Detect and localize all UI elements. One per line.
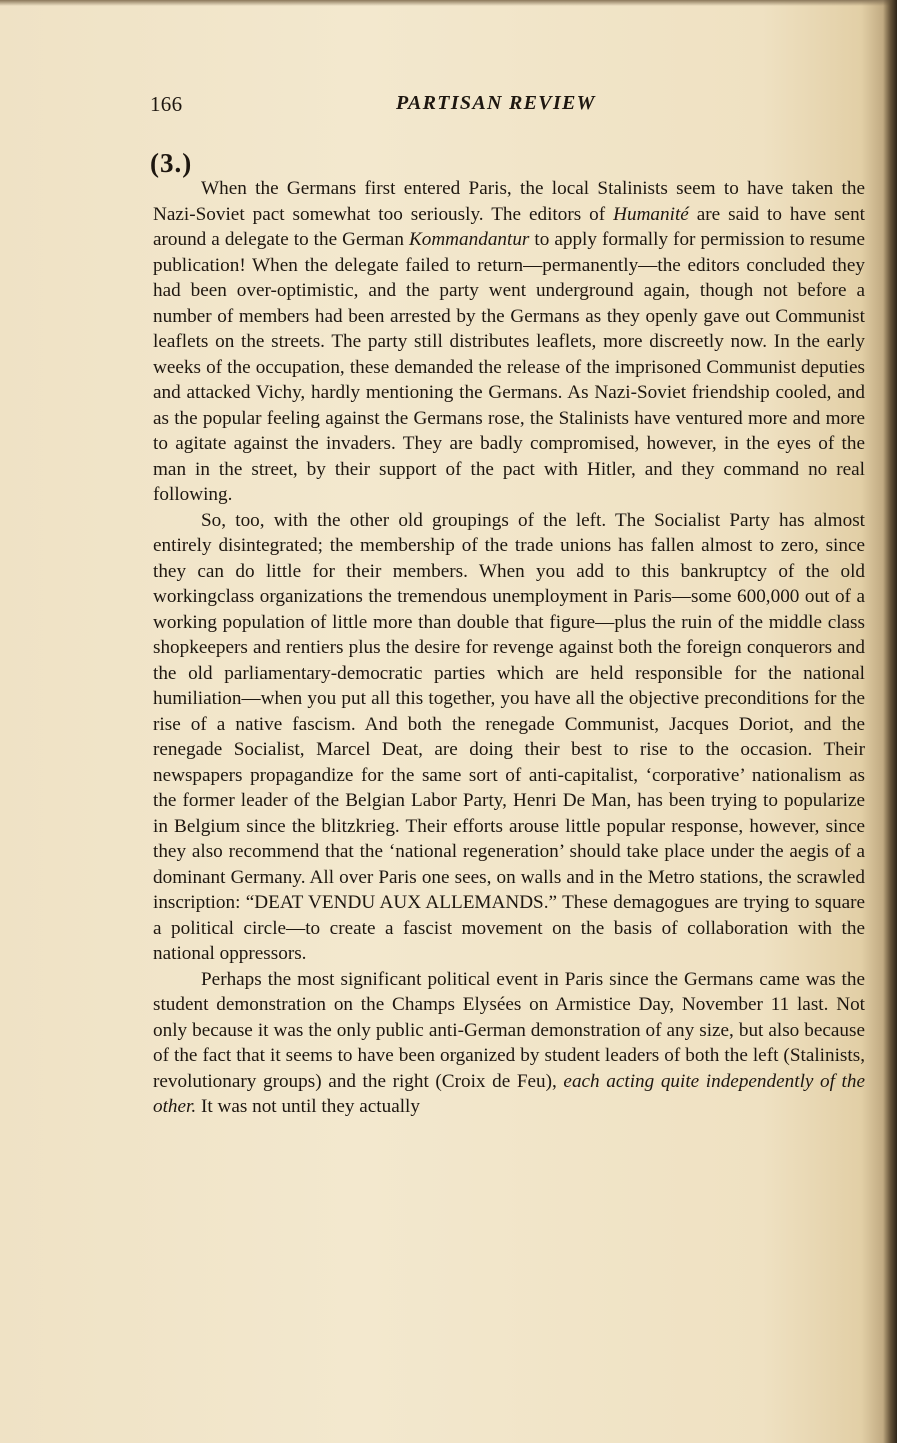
article-body: [153, 176, 865, 1120]
paragraph-2-text: So, too, with the other old groupings of the left. The Socialist Party has almost entirely disintegrated; the membership of the trade unions has fallen almost to zero, since they can do little for their members. When you add to this bankruptcy of the old workingclass organizations the tremendous unemployment in Paris—some 600,000 out of a working population of little more than double that figure—plus the ruin of the middle class shopkeepers and rentiers plus the desire for revenge against both the foreign conquerors and the old parliamentary-democratic parties which are held responsible for the national humiliation—when you put all this together, you have all the objective preconditions for the rise of a native fascism. And both the renegade Communist, Jacques Doriot, and the renegade Socialist, Marcel Deat, are doing their best to rise to the occasion. Their newspapers propagandize for the same sort of anti-capitalist, ‘corporative’ nationalism as the former leader of the Belgian Labor Party, Henri De Man, has been trying to popularize in Belgium since the blitzkrieg. Their efforts arouse little popular response, however, since they also recommend that the ‘national regeneration’ should take place under the aegis of a dominant Germany. All over Paris one sees, on walls and in the Metro stations, the scrawled inscription: “DEAT VENDU AUX ALLEMANDS.” These demagogues are trying to square a political circle—to create a fascist movement on the basis of collaboration with the national oppressors.: [153, 509, 865, 964]
section-marker: (3.): [150, 148, 193, 178]
running-head: [150, 92, 850, 122]
paragraph-3: [153, 967, 865, 1120]
paragraph-1-text-3: to apply formally for permission to resume publication! When the delegate failed to return—permanently—the editors concluded they had been over-optimistic, and the party went underground again, though not before a number of members had been arrested by the Germans as they openly gave out Communist leaflets on the streets. The party still distributes leaflets, more discreetly now. In the early weeks of the occupation, these demanded the release of the imprisoned Communist deputies and attacked Vichy, hardly mentioning the Germans. As Nazi-Soviet friendship cooled, and as the popular feeling against the Germans rose, the Stalinists have ventured more and more to agitate against the invaders. They are badly compromised, however, in the eyes of the man in the street, by their support of the pact with Hitler, and they command no real following.: [153, 229, 866, 505]
paragraph-3-text-1: Perhaps the most significant political event in Paris since the Germans came was the student demonstration on the Champs Elysées on Armistice Day, November 11 last. Not only because it was the only public anti-German demonstration of any size, but also because of the fact that it seems to have been organized by student leaders of both the left (Stalinists, revolutionary groups) and the right (Croix de Feu),: [153, 968, 865, 1092]
page-top-edge-shadow: [0, 0, 897, 6]
paragraph-3-text-2: It was not until they actually: [196, 1096, 420, 1117]
paragraph-1-text-1: When the Germans first entered Paris, the local Stalinists seem to have taken the Nazi-Soviet pact somewhat too seriously. The editors of: [153, 178, 865, 225]
paragraph-2: [153, 508, 865, 967]
page-number: 166: [150, 92, 183, 116]
page-binding-edge: [883, 0, 897, 1443]
paragraph-1: [153, 176, 865, 508]
paragraph-3-italic-phrase: each acting quite independently of the other.: [153, 1070, 865, 1117]
paragraph-1-text-2: are said to have sent around a delegate to the German: [153, 203, 865, 250]
paragraph-1-italic-humanite: Humanité: [613, 203, 689, 225]
journal-title: PARTISAN REVIEW: [396, 92, 596, 114]
paragraph-1-italic-kommandantur: Kommandantur: [408, 229, 530, 250]
